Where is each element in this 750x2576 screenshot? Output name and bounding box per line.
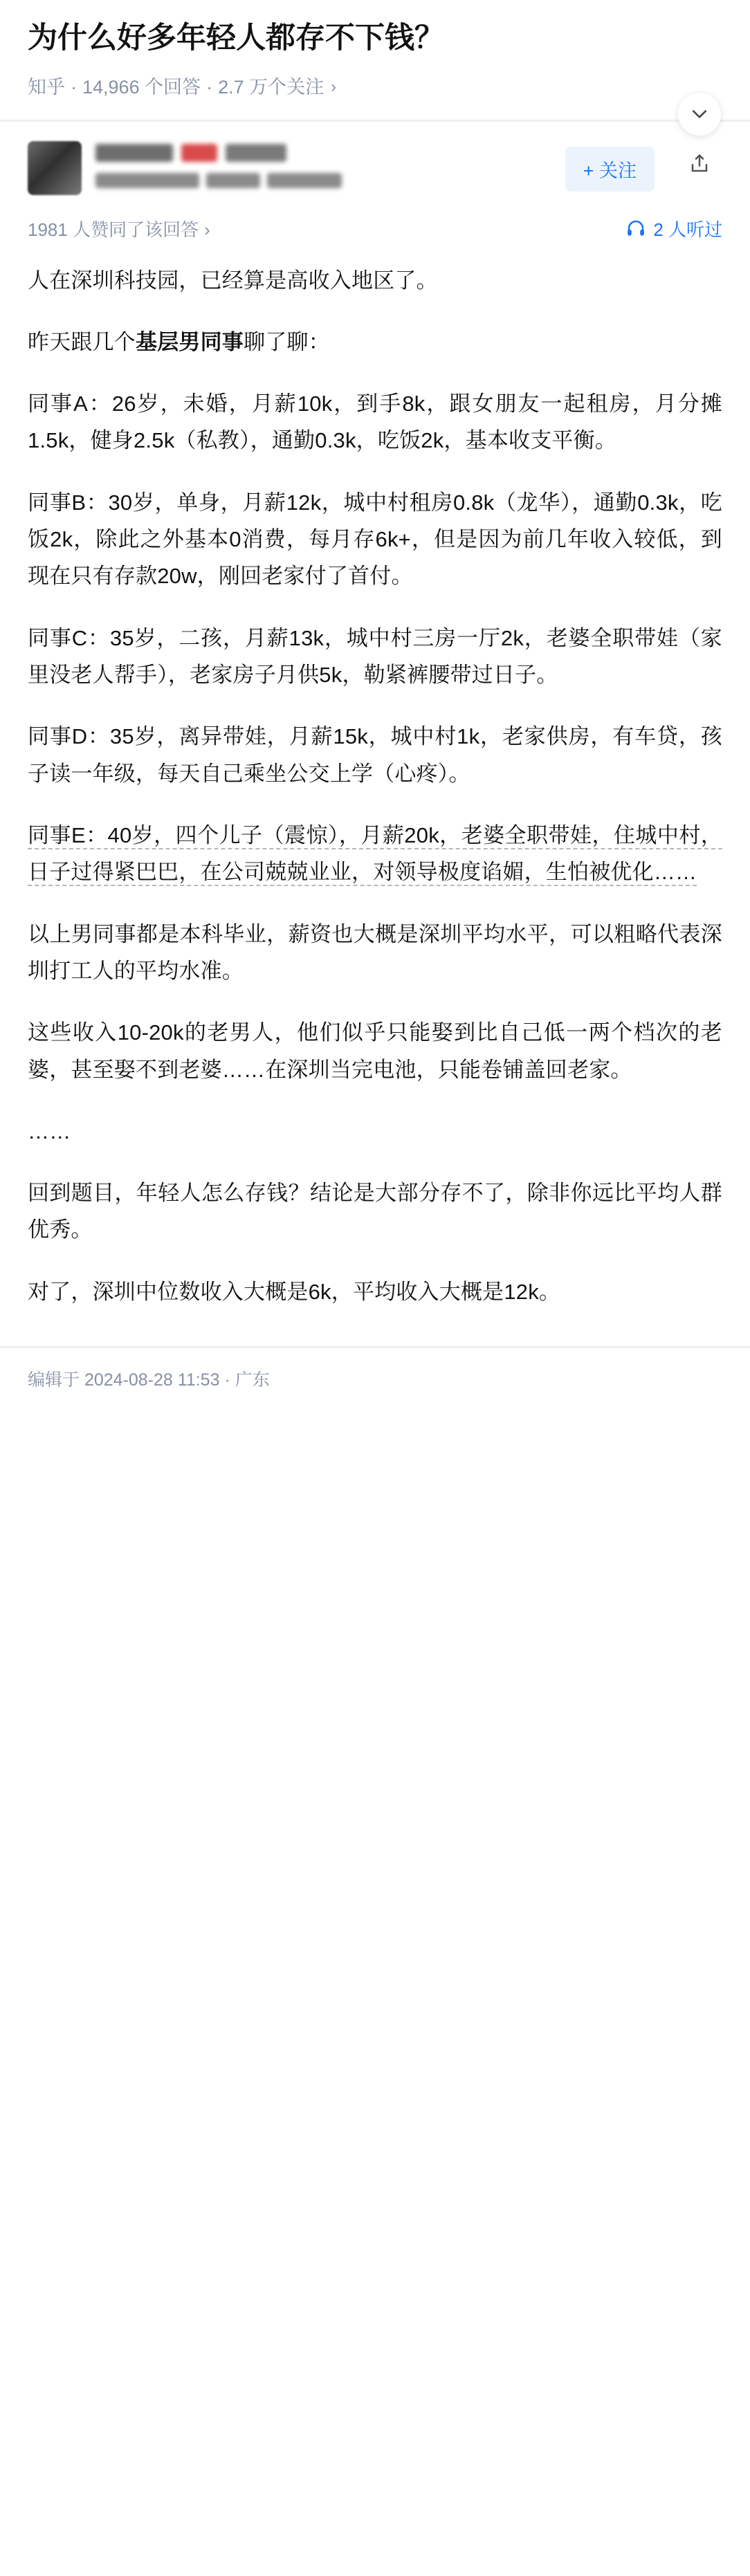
author-name-blur-1 <box>95 144 173 162</box>
page-title: 为什么好多年轻人都存不下钱？ <box>28 21 444 55</box>
paragraph <box>28 817 722 891</box>
paragraph <box>28 324 722 360</box>
paragraph-text: …… <box>28 1119 71 1143</box>
paragraph-bold-text: 基层男同事 <box>136 329 244 354</box>
share-icon <box>689 152 710 176</box>
source-label: 知乎 <box>28 77 65 98</box>
paragraph-text: 同事B：30岁，单身，月薪12k，城中村租房0.8k（龙华），通勤0.3k，吃饭2k，除此之外基本0消费，每月存6k+，但是因为前几年收入较低，到现在只有存款20w，刚回老家付了首付。 <box>28 490 722 589</box>
paragraph-text: 以上男同事都是本科毕业，薪资也大概是深圳平均水平，可以粗略代表深圳打工人的平均水准。 <box>28 921 722 983</box>
meta-separator-1: · <box>71 77 77 98</box>
follower-count: 2.7 万个关注 <box>218 77 324 98</box>
author-name-blur-2 <box>181 144 217 162</box>
voters-label[interactable] <box>28 216 210 241</box>
chevron-right-icon: › <box>331 77 337 97</box>
paragraph-text: 对了，深圳中位数收入大概是6k，平均收入大概是12k。 <box>28 1279 561 1304</box>
chevron-right-icon-voters: › <box>204 219 210 240</box>
paragraph-text: 人在深圳科技园，已经算是高收入地区了。 <box>28 268 438 293</box>
paragraph <box>28 1014 722 1088</box>
paragraph <box>28 262 722 299</box>
follow-button[interactable]: + 关注 <box>565 147 655 192</box>
paragraph <box>28 916 722 990</box>
author-bio-blur-3 <box>267 173 342 188</box>
author-name-blur-3 <box>226 144 286 162</box>
listen-button[interactable] <box>625 216 722 241</box>
paragraph-text: 同事D：35岁，离异带娃，月薪15k，城中村1k，老家供房，有车贷，孩子读一年级，每天自己乘坐公交上学（心疼）。 <box>28 724 722 786</box>
paragraph <box>28 385 722 459</box>
paragraph <box>28 484 722 595</box>
paragraph-text: 这些收入10-20k的老男人，他们似乎只能娶到比自己低一两个档次的老婆，甚至娶不到老婆……在深圳当完电池，只能卷铺盖回老家。 <box>28 1020 722 1082</box>
paragraph-text: 同事A：26岁，未婚，月薪10k，到手8k，跟女朋友一起租房，月分摊1.5k，健身2.5k（私教），通勤0.3k，吃饭2k，基本收支平衡。 <box>28 392 722 453</box>
share-button[interactable] <box>678 142 721 185</box>
paragraph-highlighted-text: 同事E：40岁，四个儿子（震惊），月薪20k，老婆全职带娃，住城中村，日子过得紧巴巴，在公司兢兢业业，对领导极度谄媚，生怕被优化…… <box>28 823 722 886</box>
author-row <box>0 122 750 195</box>
paragraph <box>28 620 722 694</box>
question-header <box>0 0 750 102</box>
author-bio-blur-1 <box>95 173 199 188</box>
voters-count-text: 1981 人赞同了该回答 <box>28 219 199 240</box>
paragraph-text: 聊了聊： <box>244 329 330 354</box>
paragraph <box>28 1175 722 1249</box>
collapse-button[interactable] <box>678 93 721 136</box>
paragraph-text: 同事C：35岁，二孩，月薪13k，城中村三房一厅2k，老婆全职带娃（家里没老人帮手），老家房子月供5k，勒紧裤腰带过日子。 <box>28 625 722 688</box>
paragraph <box>28 1273 722 1310</box>
avatar[interactable] <box>28 141 82 195</box>
voters-row <box>0 195 750 241</box>
chevron-down-icon <box>689 104 710 125</box>
answer-count: 14,966 个回答 <box>82 77 201 98</box>
paragraph-text: 昨天跟几个 <box>28 329 136 354</box>
answer-content <box>0 241 750 1311</box>
paragraph <box>28 718 722 792</box>
edit-timestamp: 编辑于 2024-08-28 11:53 · 广东 <box>28 1370 270 1390</box>
author-bio-blur-2 <box>206 173 260 188</box>
paragraph-text: 回到题目，年轻人怎么存钱？结论是大部分存不了，除非你远比平均人群优秀。 <box>28 1181 722 1242</box>
listen-label: 2 人听过 <box>653 219 722 240</box>
meta-separator-2: · <box>206 77 213 98</box>
paragraph <box>28 1113 722 1150</box>
question-meta[interactable] <box>28 73 722 102</box>
headphones-icon <box>625 218 646 239</box>
